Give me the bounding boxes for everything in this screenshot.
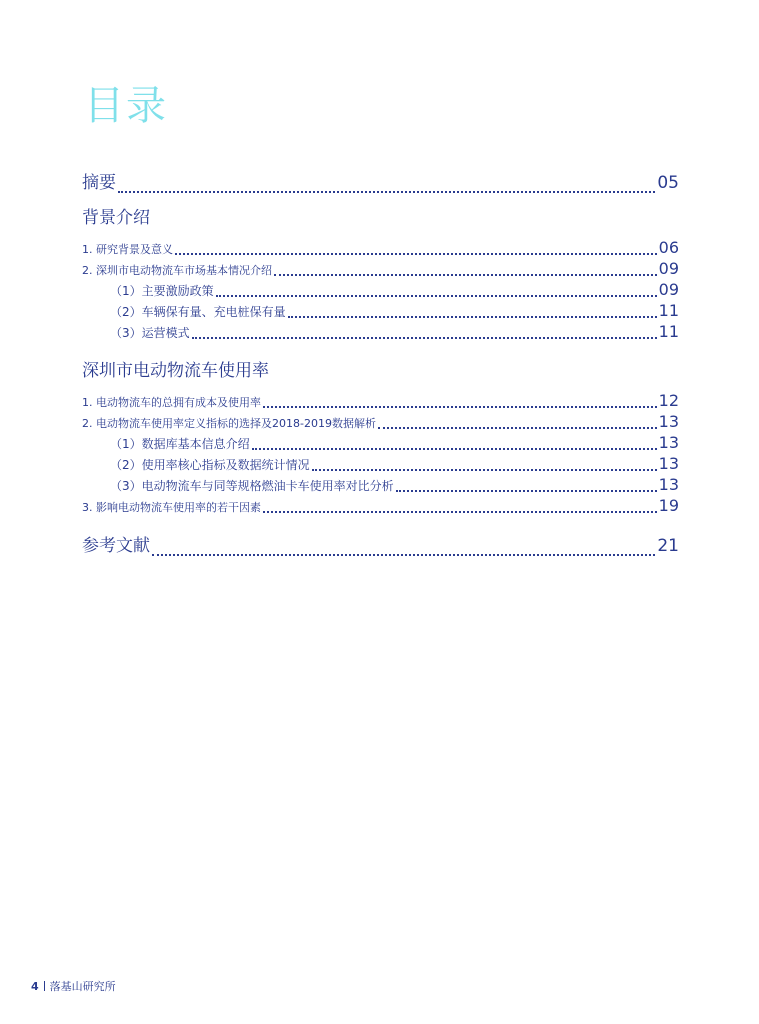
footer-divider xyxy=(44,981,45,991)
section-heading-usage-rate: 深圳市电动物流车使用率 xyxy=(82,361,269,381)
table-of-contents xyxy=(82,168,679,561)
dot-leader xyxy=(175,253,657,255)
toc-label: （2）使用率核心指标及数据统计情况 xyxy=(110,458,310,472)
toc-page-number: 21 xyxy=(657,536,679,556)
toc-entry[interactable] xyxy=(82,496,679,517)
dot-leader xyxy=(396,490,657,492)
toc-label: 2. 深圳市电动物流车市场基本情况介绍 xyxy=(82,264,272,277)
toc-label: 1. 研究背景及意义 xyxy=(82,243,173,256)
toc-entry[interactable] xyxy=(82,259,679,280)
toc-label: 2. 电动物流车使用率定义指标的选择及2018-2019数据解析 xyxy=(82,417,376,430)
dot-leader xyxy=(263,406,657,408)
dot-leader xyxy=(274,274,657,276)
toc-entry[interactable] xyxy=(82,280,679,301)
toc-page-number: 06 xyxy=(658,238,679,257)
toc-page-number: 13 xyxy=(658,412,679,431)
dot-leader xyxy=(263,511,657,513)
toc-page-number: 11 xyxy=(658,301,679,320)
dot-leader xyxy=(288,316,657,318)
toc-entry[interactable] xyxy=(82,433,679,454)
toc-label: （1）主要激励政策 xyxy=(110,284,214,298)
toc-label: （2）车辆保有量、充电桩保有量 xyxy=(110,305,286,319)
footer-page-number: 4 xyxy=(31,979,39,993)
toc-entry[interactable] xyxy=(82,475,679,496)
toc-page-number: 12 xyxy=(658,391,679,410)
section-heading-background: 背景介绍 xyxy=(82,208,150,228)
toc-page-number: 05 xyxy=(657,173,679,193)
toc-label: 参考文献 xyxy=(82,536,150,556)
dot-leader xyxy=(192,337,657,339)
toc-entry[interactable] xyxy=(82,322,679,343)
toc-page-number: 09 xyxy=(658,280,679,299)
toc-label: 3. 影响电动物流车使用率的若干因素 xyxy=(82,501,261,514)
footer-org-name: 落基山研究所 xyxy=(49,980,116,993)
dot-leader xyxy=(378,427,657,429)
dot-leader xyxy=(118,191,655,193)
toc-entry[interactable] xyxy=(82,391,679,412)
toc-page-number: 13 xyxy=(658,433,679,452)
toc-entry-abstract[interactable] xyxy=(82,168,679,198)
toc-page-number: 11 xyxy=(658,322,679,341)
toc-label: （1）数据库基本信息介绍 xyxy=(110,437,250,451)
toc-entry-references[interactable] xyxy=(82,531,679,561)
toc-entry[interactable] xyxy=(82,454,679,475)
toc-page-number: 13 xyxy=(658,454,679,473)
toc-page-number: 09 xyxy=(658,259,679,278)
toc-label: 1. 电动物流车的总拥有成本及使用率 xyxy=(82,396,261,409)
page-footer xyxy=(31,978,116,994)
dot-leader xyxy=(152,554,655,556)
toc-label: （3）运营模式 xyxy=(110,326,190,340)
toc-entry[interactable] xyxy=(82,412,679,433)
toc-label: （3）电动物流车与同等规格燃油卡车使用率对比分析 xyxy=(110,479,394,493)
toc-label: 摘要 xyxy=(82,173,116,193)
toc-entry[interactable] xyxy=(82,238,679,259)
dot-leader xyxy=(252,448,657,450)
page-title: 目录 xyxy=(84,83,168,129)
toc-page-number: 13 xyxy=(658,475,679,494)
dot-leader xyxy=(216,295,657,297)
dot-leader xyxy=(312,469,657,471)
toc-page-number: 19 xyxy=(658,496,679,515)
toc-entry[interactable] xyxy=(82,301,679,322)
